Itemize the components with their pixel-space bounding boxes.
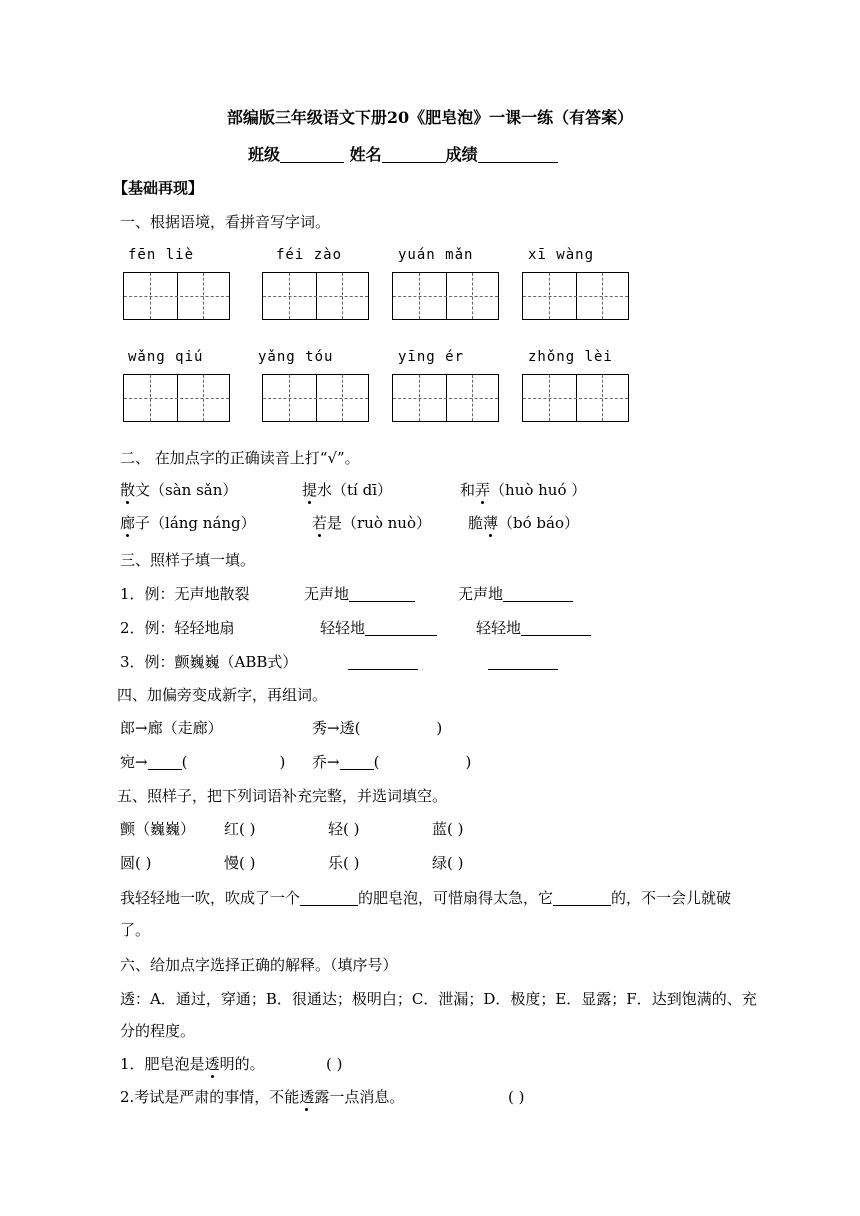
- section-basic: 【基础再现】: [113, 179, 204, 197]
- dotted-char: 弄: [475, 481, 491, 499]
- pinyin-5: wǎng qiú: [128, 349, 204, 365]
- writing-grid-3[interactable]: [392, 272, 499, 320]
- answer-blank[interactable]: [300, 889, 358, 906]
- dotted-char: 透: [299, 1088, 315, 1106]
- score-label: 成绩: [445, 145, 478, 164]
- q6-sentence-1: 1．肥皂泡是透明的。: [120, 1055, 265, 1073]
- q6-heading: 六、给加点字选择正确的解释。（填序号）: [120, 956, 398, 974]
- writing-grid-2[interactable]: [262, 272, 369, 320]
- q2-heading: 二、 在加点字的正确读音上打“√”。: [120, 449, 360, 467]
- answer-blank[interactable]: [340, 753, 374, 770]
- answer-blank[interactable]: [365, 619, 437, 636]
- pinyin-7: yīng ér: [398, 349, 465, 365]
- q2-item-1: 散文（sàn sǎn）: [120, 481, 238, 499]
- pinyin-4: xī wàng: [528, 247, 595, 263]
- name-label: 姓名: [349, 145, 382, 164]
- q5-word-2: 红( ): [224, 820, 256, 838]
- q1-heading: 一、根据语境，看拼音写字词。: [120, 213, 331, 231]
- q3-fill-2a: 轻轻地: [320, 618, 437, 638]
- q5-word-7: 乐( ): [328, 854, 360, 872]
- q2-item-3: 和弄（huò huó ）: [460, 481, 587, 499]
- q5-word-3: 轻( ): [328, 820, 360, 838]
- answer-blank[interactable]: [553, 889, 611, 906]
- q5-sentence: 我轻轻地一吹，吹成了一个 的肥皂泡，可惜扇得太急，它 的，不一会儿就破了。: [120, 889, 732, 939]
- dotted-char: 薄: [483, 514, 499, 532]
- q3-heading: 三、照样子填一填。: [120, 551, 256, 569]
- dotted-char: 廊: [120, 514, 136, 532]
- pinyin-2: féi zào: [276, 247, 343, 263]
- q2-item-2: 提水（tí dī）: [302, 481, 393, 499]
- dotted-char: 提: [302, 481, 318, 499]
- page-title: 部编版三年级语文下册20《肥皂泡》一课一练（有答案）: [226, 108, 634, 127]
- q4-item-1: 秀→透( ): [312, 719, 443, 737]
- q3-example-1: 1．例：无声地散裂: [120, 585, 250, 603]
- answer-blank[interactable]: [349, 585, 415, 602]
- q5-word-6: 慢( ): [224, 854, 256, 872]
- writing-grid-1[interactable]: [123, 272, 230, 320]
- q5-word-4: 蓝( ): [432, 820, 464, 838]
- q3-example-2: 2．例：轻轻地扇: [120, 619, 235, 637]
- q5-word-8: 绿( ): [432, 854, 464, 872]
- student-info-line: [248, 145, 558, 165]
- writing-grid-4[interactable]: [522, 272, 629, 320]
- answer-blank[interactable]: [488, 653, 558, 670]
- q5-word-5: 圆( ): [120, 854, 152, 872]
- q5-word-1: 颤（巍巍）: [120, 820, 196, 838]
- pinyin-3: yuán mǎn: [398, 247, 474, 263]
- dotted-char: 若: [312, 514, 328, 532]
- q3-fill-3b: [488, 652, 558, 672]
- q3-example-3: 3．例：颤巍巍（ABB式）: [120, 653, 298, 671]
- q3-fill-1b: 无声地: [458, 584, 573, 604]
- q6-answer-2[interactable]: ( ): [508, 1088, 525, 1106]
- q6-answer-1[interactable]: ( ): [326, 1055, 343, 1073]
- writing-grid-6[interactable]: [262, 374, 369, 422]
- q4-heading: 四、加偏旁变成新字，再组词。: [117, 686, 328, 704]
- pinyin-8: zhǒng lèi: [528, 349, 613, 365]
- q6-sentence-2: 2.考试是严肃的事情，不能透露一点消息。: [120, 1088, 405, 1106]
- q2-item-4: 廊子（láng náng）: [120, 514, 256, 532]
- class-blank[interactable]: [280, 146, 344, 163]
- q3-fill-1a: 无声地: [304, 584, 415, 604]
- writing-grid-5[interactable]: [123, 374, 230, 422]
- writing-grid-8[interactable]: [522, 374, 629, 422]
- q4-item-3: 乔→ ( ): [312, 753, 472, 771]
- q5-heading: 五、照样子，把下列词语补充完整，并选词填空。: [117, 787, 448, 805]
- class-label: 班级: [248, 145, 281, 164]
- writing-grid-7[interactable]: [392, 374, 499, 422]
- answer-blank[interactable]: [503, 585, 573, 602]
- dotted-char: 散: [120, 481, 136, 499]
- q3-fill-2b: 轻轻地: [476, 618, 591, 638]
- q2-item-6: 脆薄（bó báo）: [468, 514, 580, 532]
- q2-item-5: 若是（ruò nuò）: [312, 514, 431, 532]
- q4-example: 郎→廊（走廊）: [120, 719, 223, 737]
- q3-fill-3a: [348, 652, 418, 672]
- answer-blank[interactable]: [521, 619, 591, 636]
- score-blank[interactable]: [478, 146, 558, 163]
- answer-blank[interactable]: [148, 753, 182, 770]
- pinyin-1: fēn liè: [128, 247, 195, 263]
- answer-blank[interactable]: [348, 653, 418, 670]
- name-blank[interactable]: [382, 146, 446, 163]
- q6-definition: 透：A．通过，穿通；B．很通达；极明白；C．泄漏；D．极度；E．显露；F．达到饱满的、充分的程度。: [120, 990, 757, 1040]
- dotted-char: 透: [204, 1055, 220, 1073]
- pinyin-6: yǎng tóu: [258, 349, 334, 365]
- q4-item-2: 宛→ ( ): [120, 753, 286, 771]
